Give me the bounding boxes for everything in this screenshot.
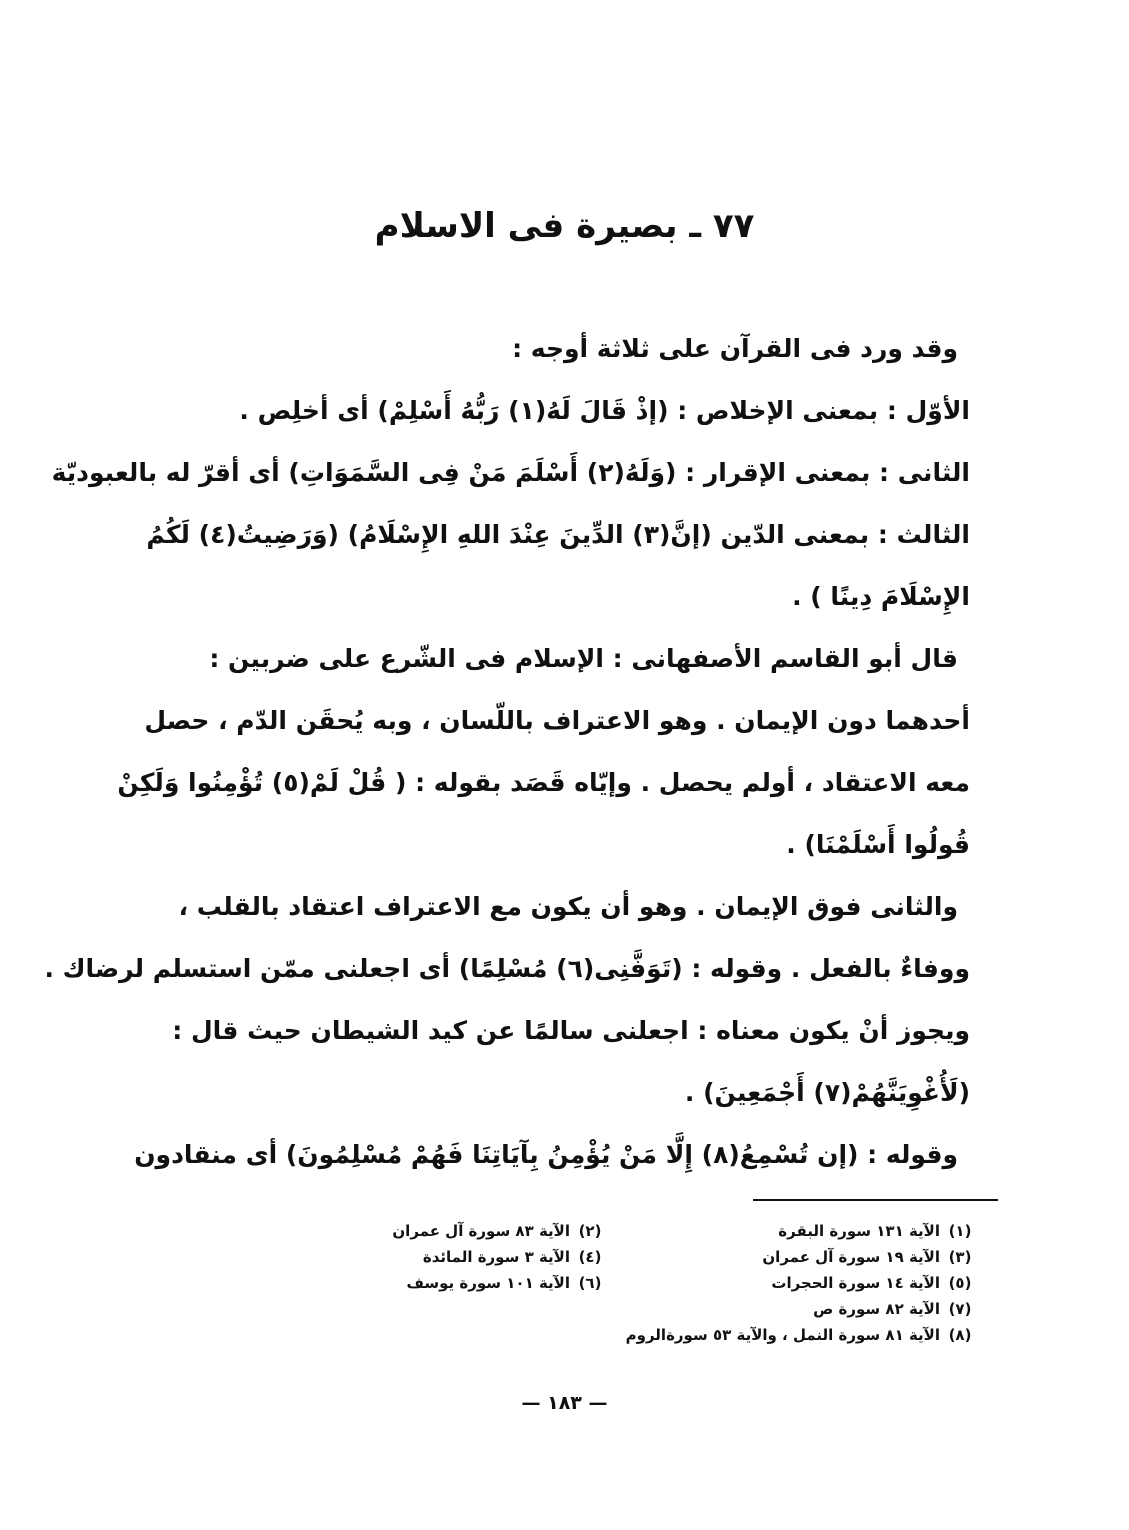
footnote-row [240, 1296, 980, 1322]
page-number: — ١٨٣ — [521, 1392, 608, 1414]
footnote-text: الآية ٨٢ سورة ص [813, 1300, 940, 1318]
paragraph-line: الثانى : بمعنى الإقرار : (وَلَهُ(٢) أَسْلَمَ مَنْ فِى السَّمَوَاتِ) أى أقرّ له بالعبوديّة [51, 458, 970, 487]
body-text [44, 318, 970, 1186]
paragraph-line: ويجوز أنْ يكون معناه : اجعلنى سالمًا عن كيد الشيطان حيث قال : [172, 1016, 970, 1045]
paragraph-line: (لَأُغْوِيَنَّهُمْ(٧) أَجْمَعِينَ) . [684, 1078, 970, 1107]
paragraph-line: ووفاءٌ بالفعل . وقوله : (تَوَفَّنِى(٦) مُسْلِمًا) أى اجعلنى ممّن استسلم لرضاك . [44, 954, 970, 983]
paragraph-line: قُولُوا أَسْلَمْنَا) . [786, 830, 970, 859]
footnote-text: الآية ١٩ سورة آل عمران [762, 1248, 940, 1266]
paragraph-line: والثانى فوق الإيمان . وهو أن يكون مع الاعتراف اعتقاد بالقلب ، [178, 892, 958, 921]
footnote [240, 1322, 980, 1348]
footnote-row [240, 1218, 980, 1244]
paragraph-line: وقوله : (إن تُسْمِعُ(٨) إِلَّا مَنْ يُؤْمِنُ بِآيَاتِنَا فَهُمْ مُسْلِمُونَ) أى منقادون [134, 1140, 958, 1169]
footnote [610, 1270, 980, 1296]
paragraph-line: أحدهما دون الإيمان . وهو الاعتراف باللّسان ، وبه يُحقَن الدّم ، حصل [144, 706, 970, 735]
footnote-row [240, 1244, 980, 1270]
footnote [610, 1296, 980, 1322]
footnote-number: (٧) [948, 1300, 972, 1318]
footnote-number: (٨) [948, 1326, 972, 1344]
paragraph-line: الإِسْلَامَ دِينًا ) . [792, 582, 970, 611]
footnotes [240, 1218, 980, 1348]
footnote-number: (٣) [948, 1248, 972, 1266]
footnote-text: الآية ٨١ سورة النمل ، والآية ٥٣ سورةالروم [625, 1326, 940, 1344]
paragraph-line: الثالث : بمعنى الدّين (إنَّ(٣) الدِّينَ عِنْدَ اللهِ الإِسْلَامُ) (وَرَضِيتُ(٤) لَكُمُ [146, 520, 970, 549]
footnote-number: (٥) [948, 1274, 972, 1292]
footnote [240, 1244, 610, 1270]
footnote-row [240, 1322, 980, 1348]
footnote-row [240, 1270, 980, 1296]
footnote [240, 1270, 610, 1296]
paragraph-line: قال أبو القاسم الأصفهانى : الإسلام فى الشّرع على ضربين : [209, 644, 958, 673]
footnote-text: الآية ١٤ سورة الحجرات [771, 1274, 940, 1292]
footnote-text: الآية ٨٣ سورة آل عمران [392, 1222, 570, 1240]
footnote-separator [753, 1199, 998, 1201]
chapter-title: ٧٧ ـ بصيرة فى الاسلام [374, 206, 755, 246]
footnote-text: الآية ١٣١ سورة البقرة [778, 1222, 940, 1240]
footnote-text: الآية ٣ سورة المائدة [422, 1248, 570, 1266]
paragraph-line: وقد ورد فى القرآن على ثلاثة أوجه : [512, 334, 958, 363]
paragraph-line: معه الاعتقاد ، أولم يحصل . وإيّاه قَصَد بقوله : ( قُلْ لَمْ(٥) تُؤْمِنُوا وَلَكِنْ [117, 768, 970, 797]
footnote [610, 1244, 980, 1270]
paragraph-line: الأوّل : بمعنى الإخلاص : (إذْ قَالَ لَهُ(١) رَبُّهُ أَسْلِمْ) أى أخلِص . [239, 396, 970, 425]
footnote [610, 1218, 980, 1244]
footnote-text: الآية ١٠١ سورة يوسف [406, 1274, 570, 1292]
footnote-number: (٤) [578, 1248, 602, 1266]
footnote-number: (١) [948, 1222, 972, 1240]
footnote-number: (٢) [578, 1222, 602, 1240]
footnote [240, 1218, 610, 1244]
footnote-number: (٦) [578, 1274, 602, 1292]
